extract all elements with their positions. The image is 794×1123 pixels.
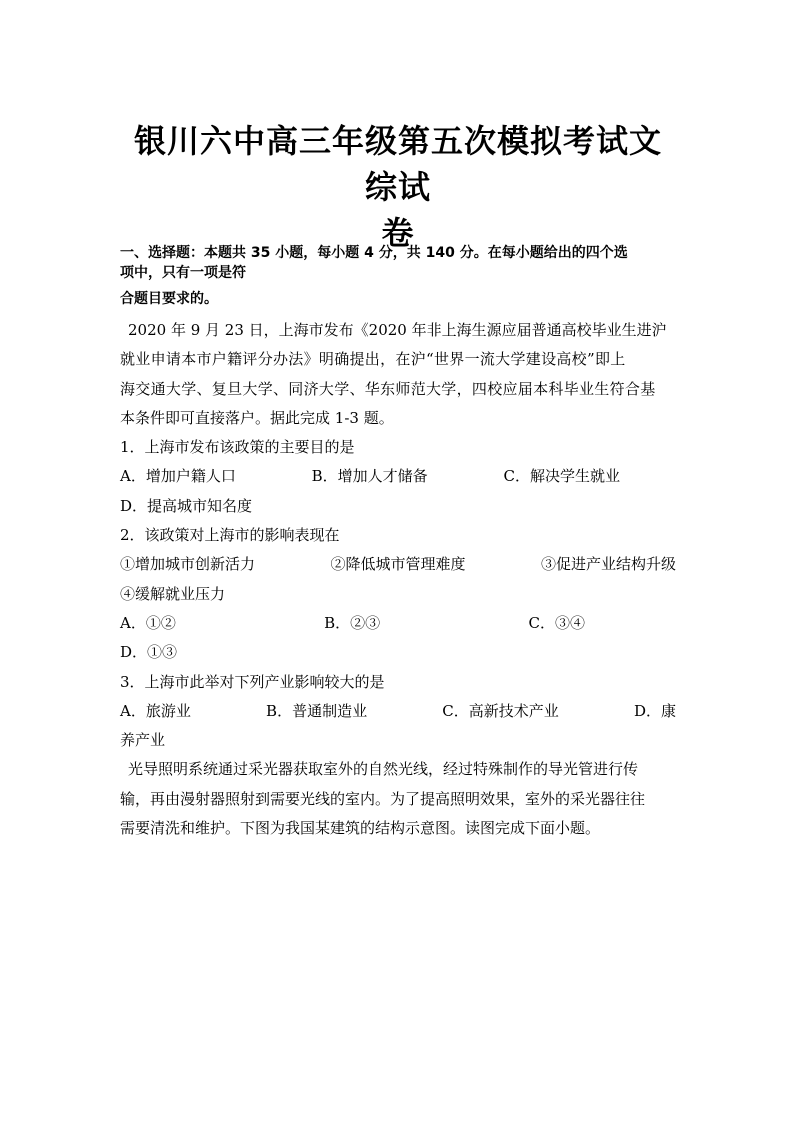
passage-2-line: 需要清洗和维护。下图为我国某建筑的结构示意图。读图完成下面小题。 [120, 819, 601, 838]
passage-2-line: 输，再由漫射器照射到需要光线的室内。为了提高照明效果，室外的采光器往往 [120, 789, 646, 808]
question-2-item-2: ②降低城市管理难度 [330, 555, 466, 574]
question-1-option-c: C．解决学生就业 [503, 467, 620, 486]
document-body [120, 316, 676, 843]
question-2-option-b: B．②③ [324, 613, 381, 632]
question-1-option-a: A．增加户籍人口 [120, 467, 236, 486]
passage-1-line: 就业申请本市户籍评分办法》明确提出，在沪“世界一流大学建设高校”即上 [120, 350, 626, 369]
question-2-option-d: D．①③ [120, 643, 178, 662]
section-line-3: 合题目要求的。 [120, 291, 218, 307]
question-2-stem: 2．该政策对上海市的影响表现在 [120, 526, 340, 545]
question-1-option-b: B．增加人才储备 [311, 467, 428, 486]
question-3-options [120, 697, 676, 726]
question-3-option-d: D．康 [633, 701, 676, 720]
question-2-item-3: ③促进产业结构升级 [540, 555, 676, 574]
passage-2 [120, 755, 676, 784]
passage-1-line: 海交通大学、复旦大学、同济大学、华东师范大学，四校应届本科毕业生符合基 [120, 379, 656, 398]
question-3-option-d-continued: 养产业 [120, 731, 166, 750]
question-2-option-c: C．③④ [528, 613, 585, 632]
section-heading [120, 243, 680, 309]
question-2-options [120, 609, 585, 638]
passage-2-line: 光导照明系统通过采光器获取室外的自然光线，经过特殊制作的导光管进行传 [128, 760, 639, 779]
question-1-option-d: D．提高城市知名度 [120, 496, 253, 515]
question-3-option-a: A．旅游业 [120, 701, 191, 720]
section-line-2: 项中，只有一项是符 [120, 265, 246, 281]
question-1-stem: 1．上海市发布该政策的主要目的是 [120, 438, 355, 457]
page-title [120, 118, 676, 256]
title-line-2: 卷 [381, 214, 415, 252]
passage-1 [120, 316, 676, 345]
question-3-stem: 3．上海市此举对下列产业影响较大的是 [120, 672, 385, 691]
question-2-items [120, 550, 676, 579]
passage-1-line: 本条件即可直接落户。据此完成 1-3 题。 [120, 408, 394, 427]
section-line-1: 一、选择题：本题共 35 小题，每小题 4 分，共 140 分。在每小题给出的四个选 [120, 245, 628, 261]
question-1-options [120, 462, 620, 491]
passage-1-line: 2020 年 9 月 23 日，上海市发布《2020 年非上海生源应届普通高校毕业生进沪 [128, 321, 667, 339]
title-line-1: 银川六中高三年级第五次模拟考试文综试 [133, 122, 662, 206]
question-2-item-1: ①增加城市创新活力 [120, 555, 256, 574]
question-3-option-b: B．普通制造业 [266, 701, 368, 720]
question-2-item-4: ④缓解就业压力 [120, 584, 226, 603]
question-2-option-a: A．①② [120, 613, 176, 632]
question-3-option-c: C．高新技术产业 [442, 701, 559, 720]
